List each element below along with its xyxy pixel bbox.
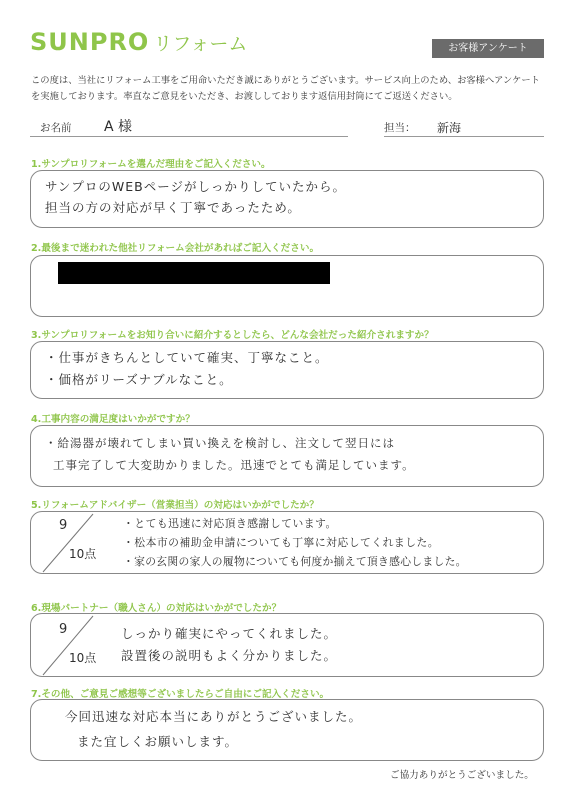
name-value: A 様 bbox=[104, 119, 133, 135]
answer-line: ・価格がリーズナブルなこと。 bbox=[45, 372, 233, 387]
question-2-label: 2.最後まで迷われた他社リフォーム会社があればご記入ください。 bbox=[31, 243, 320, 254]
redacted-block bbox=[58, 262, 330, 284]
intro-text: この度は、当社にリフォーム工事をご用命いただき誠にありがとうございます。サービス向上のため、お客様へアンケートを実施しております。率直なご意見をいただき、お渡ししております返信用封筒にてご返送ください。 bbox=[31, 75, 540, 102]
score-value: 9 bbox=[59, 518, 68, 533]
tanto-value: 新海 bbox=[437, 121, 462, 135]
answer-line: ・とても迅速に対応頂き感謝しています。 bbox=[123, 517, 337, 530]
question-1-label: 1.サンプロリフォームを選んだ理由をご記入ください。 bbox=[31, 159, 271, 170]
answer-line: 担当の方の対応が早く丁寧であったため。 bbox=[45, 200, 301, 215]
question-1-answer-box bbox=[30, 170, 544, 228]
logo-sub: リフォーム bbox=[153, 33, 248, 55]
answer-line: ・仕事がきちんとしていて確実、丁寧なこと。 bbox=[45, 350, 329, 365]
thanks-text: ご協力ありがとうございました。 bbox=[390, 770, 534, 781]
name-underline bbox=[30, 136, 348, 137]
question-3-answer-box bbox=[30, 341, 544, 399]
answer-line: 設置後の説明もよく分かりました。 bbox=[121, 648, 338, 663]
question-5-label: 5.リフォームアドバイザー（営業担当）の対応はいかがでしたか？ bbox=[31, 500, 319, 511]
question-7-label: 7.その他、ご意見ご感想等ございましたらご自由にご記入ください。 bbox=[31, 689, 330, 700]
question-6-label: 6.現場パートナー（職人さん）の対応はいかがでしたか？ bbox=[31, 603, 282, 614]
question-6-answer-box bbox=[30, 613, 544, 677]
answer-line: ・松本市の補助金申請についても丁寧に対応してくれました。 bbox=[123, 536, 440, 549]
question-5-answer-box bbox=[30, 511, 544, 574]
survey-badge: お客様アンケート bbox=[432, 39, 544, 58]
score-denominator: 10点 bbox=[69, 547, 97, 561]
tanto-label: 担当： bbox=[384, 122, 416, 134]
answer-line: 工事完了して大変助かりました。迅速でとても満足しています。 bbox=[53, 458, 415, 472]
score-slash-icon bbox=[31, 614, 115, 676]
question-7-answer-box bbox=[30, 699, 544, 761]
score-value: 9 bbox=[59, 622, 68, 637]
answer-line: また宜しくお願いします。 bbox=[77, 734, 239, 749]
answer-line: 今回迅速な対応本当にありがとうございました。 bbox=[65, 709, 363, 724]
name-label: お名前 bbox=[40, 122, 72, 134]
tanto-underline bbox=[384, 136, 544, 137]
question-4-label: 4.工事内容の満足度はいかがですか？ bbox=[31, 414, 195, 425]
score-slash-icon bbox=[31, 512, 115, 573]
answer-line: ・給湯器が壊れてしまい買い換えを検討し、注文して翌日には bbox=[45, 436, 395, 450]
answer-line: サンプロのWEBページがしっかりしていたから。 bbox=[45, 179, 346, 194]
question-3-label: 3.サンプロリフォームをお知り合いに紹介するとしたら、どんな会社だった紹介されますか？ bbox=[31, 330, 434, 341]
question-4-answer-box bbox=[30, 425, 544, 487]
score-denominator: 10点 bbox=[69, 651, 97, 665]
logo bbox=[30, 28, 247, 56]
logo-brand: SUNPRO bbox=[30, 28, 150, 56]
score-area bbox=[31, 512, 115, 573]
score-area bbox=[31, 614, 115, 676]
answer-line: ・家の玄関の家人の履物についても何度か揃えて頂き感心しました。 bbox=[123, 555, 467, 568]
question-2-answer-box bbox=[30, 255, 544, 317]
answer-line: しっかり確実にやってくれました。 bbox=[121, 626, 338, 641]
